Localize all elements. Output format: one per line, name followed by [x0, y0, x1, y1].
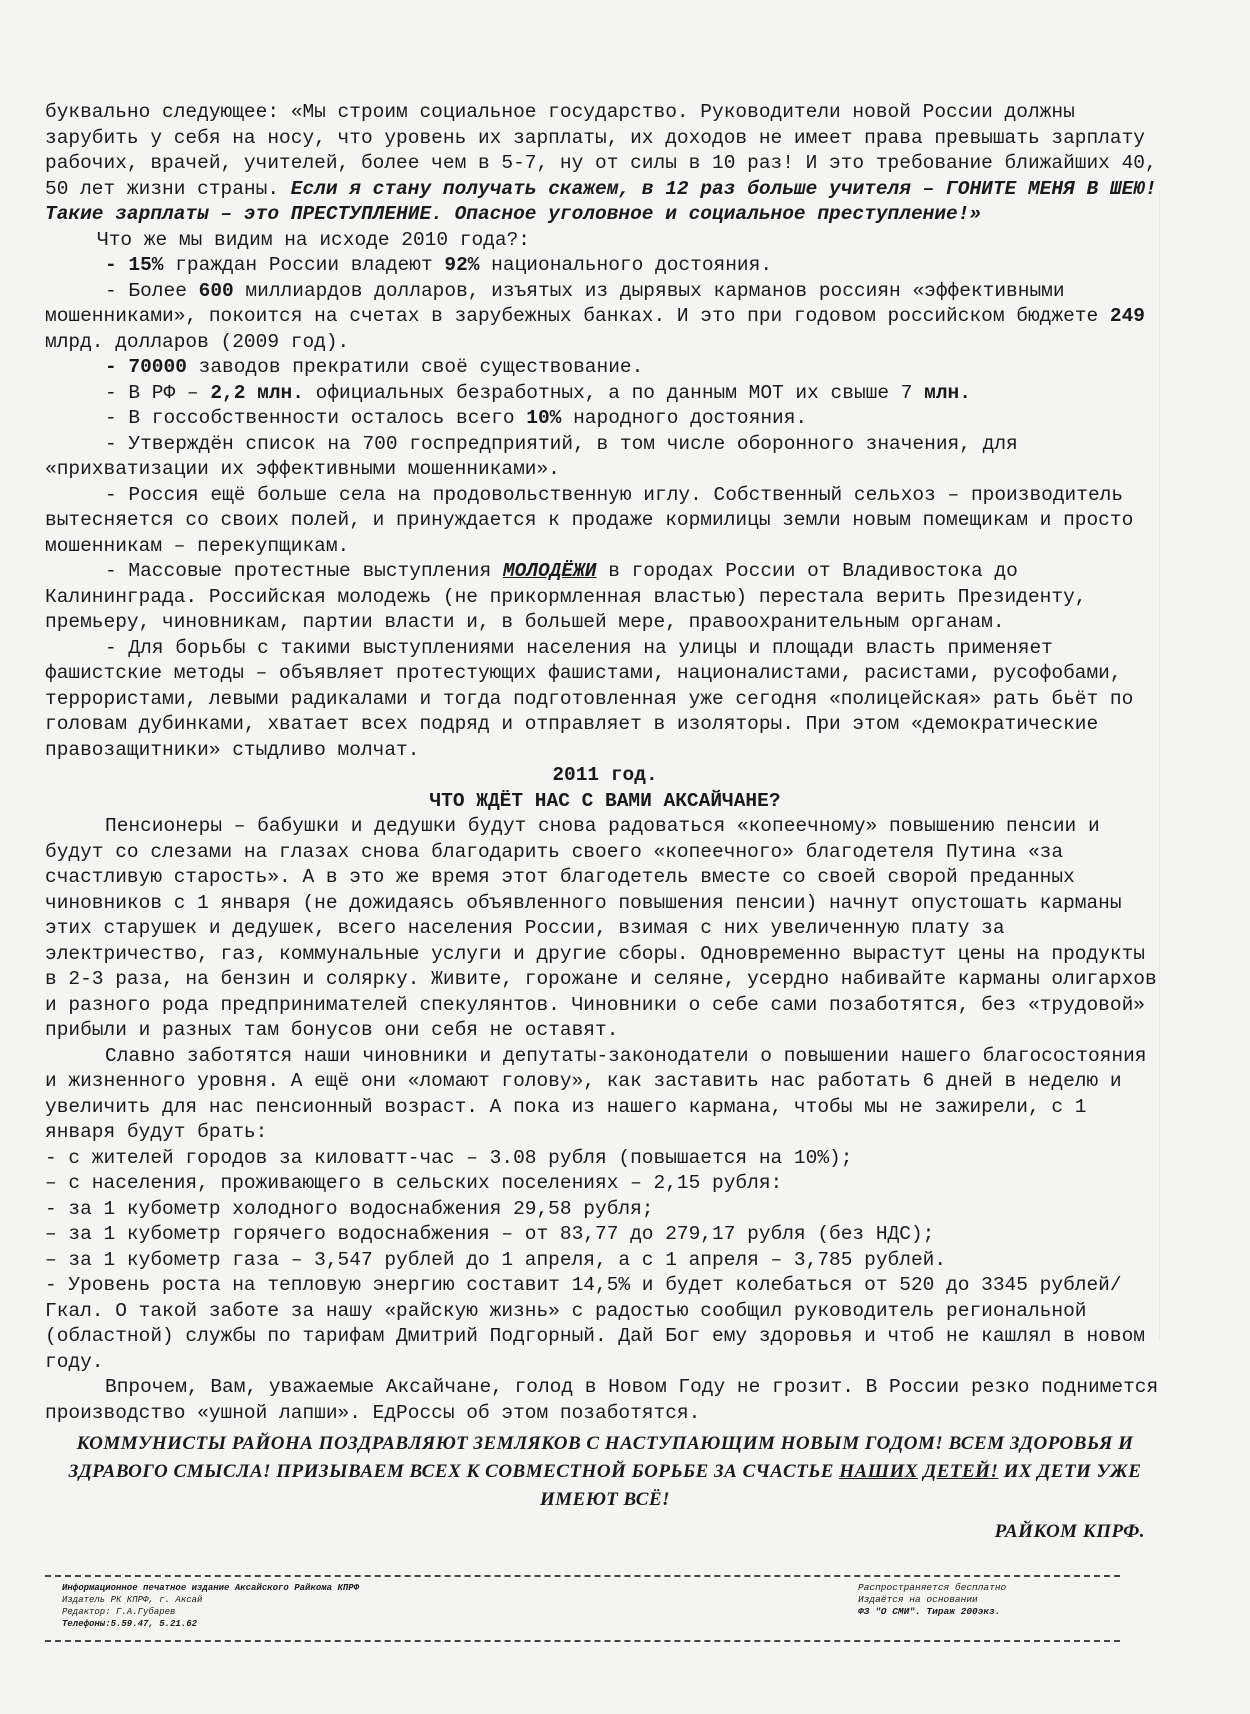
pensioners-paragraph: Пенсионеры – бабушки и дедушки будут снова радоваться «копеечному» повышению пенсии и будут со слезами на глазах снова благодарить своего «копеечного» благодетеля Путина «за счастливую старость». А в это же время этот благодетель вместе со своей сворой преданных чиновников с 1 января (не дожидаясь объявленного повышения пенсии) начнут опустошать карманы этих старушек и дедушек, всего населения России, взимая с них увеличенную плату за электричество, газ, коммунальные услуги и другие сборы. Одновременно вырастут цены на продукты в 2-3 раза, на бензин и солярку. Живите, горожане и селяне, усердно набивайте карманы олигархов и разного рода предпринимателей спекулянтов. Чиновники о себе сами позаботятся, без «трудовой» прибыли и разных там бонусов они себя не оставят. [45, 815, 1157, 1041]
bullet-agriculture: - Россия ещё больше села на продовольственную иглу. Собственный сельхоз – производитель вытесняется со своих полей, и принуждается к продаже кормилицы земли новым помещикам и просто мошенникам – перекупщикам. [45, 483, 1134, 557]
tariff-item: - за 1 кубометр холодного водоснабжения 29,58 рубля; [45, 1197, 654, 1220]
bullet-offshore: - Более 600 миллиардов долларов, изъятых из дырявых карманов россиян «эффективными мошенниками», покоится на счетах в зарубежных банках. И это при годовом российском бюджете 249 млрд. долларов (2009 год). [45, 279, 1145, 353]
quote-text: буквально следующее: «Мы строим социальное государство. Руководители новой России должны зарубить у себя на носу, что уровень их зарплаты, их доходов не имеет права превышать зарплату рабочих, врачей, учителей, более чем в 5-7, ну от силы в 10 раз! И это требование ближайших 40, 50 лет жизни страны. [45, 101, 1157, 200]
tariff-item: – за 1 кубометр горячего водоснабжения – от 83,77 до 279,17 рубля (без НДС); [45, 1223, 935, 1245]
distribution-line: Издаётся на основании [858, 1594, 978, 1605]
quote-paragraph [45, 100, 1165, 228]
bullet-wealth: - 15% граждан России владеют 92% национального достояния. [105, 254, 773, 276]
closing-greeting: КОММУНИСТЫ РАЙОНА ПОЗДРАВЛЯЮТ ЗЕМЛЯКОВ С НАСТУПАЮЩИМ НОВЫМ ГОДОМ! ВСЕМ ЗДОРОВЬЯ И ЗДРАВОГО СМЫСЛА! ПРИЗЫВАЕМ ВСЕХ К СОВМЕСТНОЙ БОРЬБЕ ЗА СЧАСТЬЕ НАШИХ ДЕТЕЙ! ИХ ДЕТИ УЖЕ ИМЕЮТ ВСЁ! [68, 1433, 1142, 1510]
bullet-state-property: - В госсобственности осталось всего 10% народного достояния. [105, 407, 808, 429]
signature: РАЙКОМ КПРФ. [994, 1521, 1145, 1542]
officials-paragraph: Славно заботятся наши чиновники и депутаты-законодатели о повышении нашего благосостояния и жизненного уровня. А ещё они «ломают голову», как заставить нас работать 6 дней в неделю и увеличить для нас пенсионный возраст. А пока из нашего кармана, чтобы мы не зажирели, с 1 января будут брать: [45, 1044, 1147, 1143]
quote-emphasis: Если я стану получать скажем, в 12 раз больше учителя – ГОНИТЕ МЕНЯ В ШЕЮ! Такие зарплаты – это ПРЕСТУПЛЕНИЕ. Опасное уголовное и социальное преступление!» [45, 177, 1157, 225]
distribution-info [858, 1582, 1118, 1618]
publisher-info [62, 1582, 482, 1630]
article-body [45, 100, 1165, 1546]
heading-year: 2011 год. [552, 764, 658, 786]
heading-question: ЧТО ЖДЁТ НАС С ВАМИ АКСАЙЧАНЕ? [429, 789, 781, 812]
tariff-item: – с населения, проживающего в сельских поселениях – 2,15 рубля: [45, 1172, 783, 1194]
publisher-line: Информационное печатное издание Аксайского Райкома КПРФ [62, 1583, 360, 1593]
circulation-line: ФЗ "О СМИ". Тираж 200экз. [858, 1606, 1001, 1617]
tariff-item: - с жителей городов за киловатт-час – 3.08 рубля (повышается на 10%); [45, 1146, 853, 1169]
bullet-factories: - 70000 заводов прекратили своё существование. [105, 356, 644, 378]
noodles-paragraph: Впрочем, Вам, уважаемые Аксайчане, голод в Новом Году не грозит. В России резко поднимется производство «ушной лапши». ЕдРоссы об этом позаботятся. [45, 1376, 1159, 1424]
editor-line: Редактор: Г.А.Губарев [62, 1607, 176, 1617]
footer-bottom-rule [45, 1640, 1120, 1642]
bullet-youth-protests: - Массовые протестные выступления МОЛОДЁЖИ в городах России от Владивостока до Калининграда. Российская молодежь (не прикормленная властью) перестала верить Президенту, премьеру, чиновникам, партии власти и, в большей мере, правоохранительным органам. [45, 560, 1087, 633]
bullet-unemployment: - В РФ – 2,2 млн. официальных безработных, а по данным МОТ их свыше 7 млн. [105, 381, 971, 404]
bleed-through-margin [1159, 190, 1250, 1340]
phones-line: Телефоны:5.59.47, 5.21.62 [62, 1619, 198, 1629]
publisher-line: Издатель РК КПРФ, г. Аксай [62, 1595, 203, 1605]
bullet-privatization: - Утверждён список на 700 госпредприятий, в том числе оборонного значения, для «прихватизации их эффективными мошенниками». [45, 432, 1018, 480]
distribution-line: Распространяется бесплатно [858, 1582, 1007, 1593]
question-line: Что же мы видим на исходе 2010 года?: [97, 228, 530, 251]
footer-top-rule [45, 1575, 1120, 1577]
tariff-item: - Уровень роста на тепловую энергию составит 14,5% и будет колебаться от 520 до 3345 рублей/Гкал. О такой заботе за нашу «райскую жизнь» с радостью сообщил руководитель региональной (областной) службы по тарифам Дмитрий Подгорный. Дай Бог ему здоровья и чтоб не кашлял в новом году. [45, 1274, 1145, 1373]
tariff-item: – за 1 кубометр газа – 3,547 рублей до 1 апреля, а с 1 апреля – 3,785 рублей. [45, 1248, 947, 1271]
bullet-repression: - Для борьбы с такими выступлениями населения на улицы и площади власть применяет фашистские методы – объявляет протестующих фашистами, националистами, расистами, русофобами, террористами, левыми радикалами и тогда подготовленная уже сегодня «полицейская» рать бьёт по головам дубинками, хватает всех подряд и отправляет в изоляторы. При этом «демократические правозащитники» стыдливо молчат. [45, 636, 1134, 761]
